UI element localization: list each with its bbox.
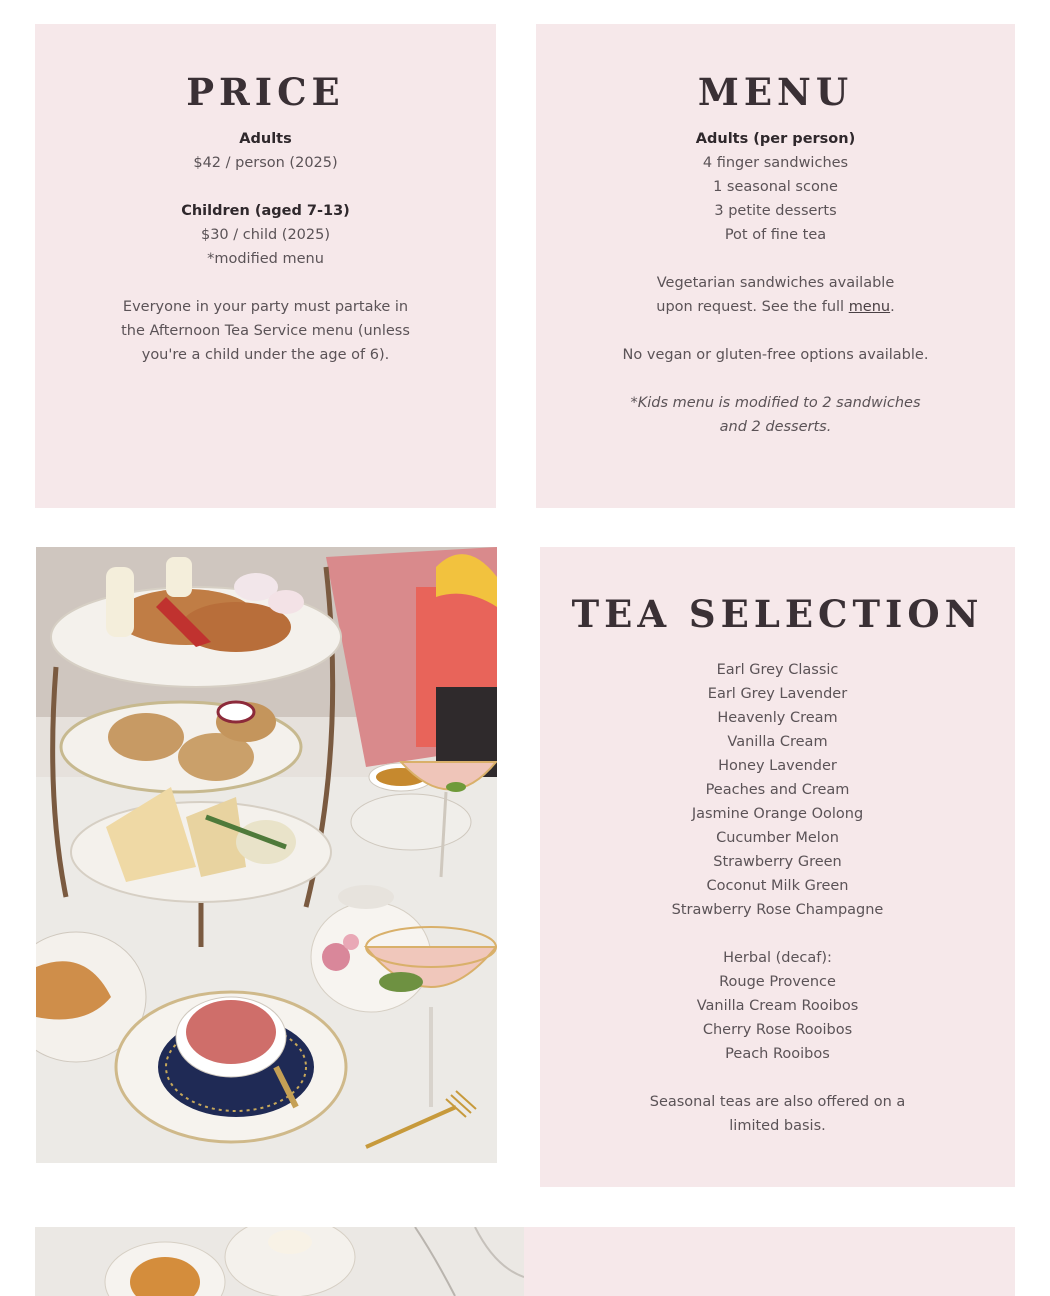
tea-item: Heavenly Cream	[717, 710, 838, 726]
tea-cup-photo	[35, 1227, 524, 1296]
herbal-tea-item: Cherry Rose Rooibos	[702, 1022, 853, 1038]
menu-details	[536, 127, 1015, 439]
tea-item: Earl Grey Lavender	[707, 686, 848, 702]
herbal-tea-item: Vanilla Cream Rooibos	[696, 998, 859, 1014]
herbal-tea-item: Rouge Provence	[719, 974, 836, 990]
children-note: *modified menu	[207, 251, 324, 267]
menu-item: Pot of fine tea	[724, 227, 827, 243]
seasonal-tea-note: Seasonal teas are also offered on a limited basis.	[649, 1094, 906, 1134]
tea-selection-heading: TEA SELECTION	[571, 592, 984, 636]
menu-item: 4 finger sandwiches	[702, 155, 849, 171]
tea-item: Honey Lavender	[718, 758, 837, 774]
children-price: $30 / child (2025)	[200, 227, 331, 243]
tea-list	[540, 658, 1015, 1138]
price-heading: PRICE	[186, 70, 345, 114]
menu-item: 3 petite desserts	[714, 203, 837, 219]
menu-adults-label: Adults (per person)	[695, 131, 856, 147]
price-panel	[35, 24, 496, 508]
tea-item: Strawberry Rose Champagne	[671, 902, 884, 918]
tea-item: Strawberry Green	[713, 854, 842, 870]
dietary-note: No vegan or gluten-free options available.	[622, 347, 929, 363]
adults-label: Adults	[239, 131, 292, 147]
tea-item: Earl Grey Classic	[716, 662, 839, 678]
price-details	[35, 127, 496, 367]
vegetarian-text: Vegetarian sandwiches available upon request. See the full	[656, 275, 895, 315]
tea-cup-illustration	[35, 1227, 524, 1296]
party-policy: Everyone in your party must partake in the Afternoon Tea Service menu (unless you're a child under the age of 6).	[121, 299, 410, 363]
tea-item: Coconut Milk Green	[706, 878, 849, 894]
adults-price: $42 / person (2025)	[193, 155, 338, 171]
vegetarian-end: .	[890, 299, 895, 315]
tea-selection-panel	[540, 547, 1015, 1187]
children-label: Children (aged 7-13)	[181, 203, 350, 219]
tea-item: Vanilla Cream	[727, 734, 828, 750]
tea-tiers-illustration	[36, 547, 497, 1163]
menu-panel	[536, 24, 1015, 508]
tea-item: Jasmine Orange Oolong	[691, 806, 864, 822]
menu-item: 1 seasonal scone	[713, 179, 838, 195]
full-menu-link[interactable]: menu	[848, 299, 891, 315]
tea-item: Cucumber Melon	[716, 830, 839, 846]
tea-item: Peaches and Cream	[705, 782, 850, 798]
menu-heading: MENU	[697, 70, 854, 114]
bottom-info-panel	[524, 1227, 1015, 1296]
afternoon-tea-photo	[36, 547, 497, 1163]
kids-menu-note: *Kids menu is modified to 2 sandwiches and 2 desserts.	[630, 395, 921, 435]
vegetarian-note	[641, 271, 911, 319]
herbal-label: Herbal (decaf):	[723, 950, 832, 966]
herbal-tea-item: Peach Rooibos	[725, 1046, 830, 1062]
